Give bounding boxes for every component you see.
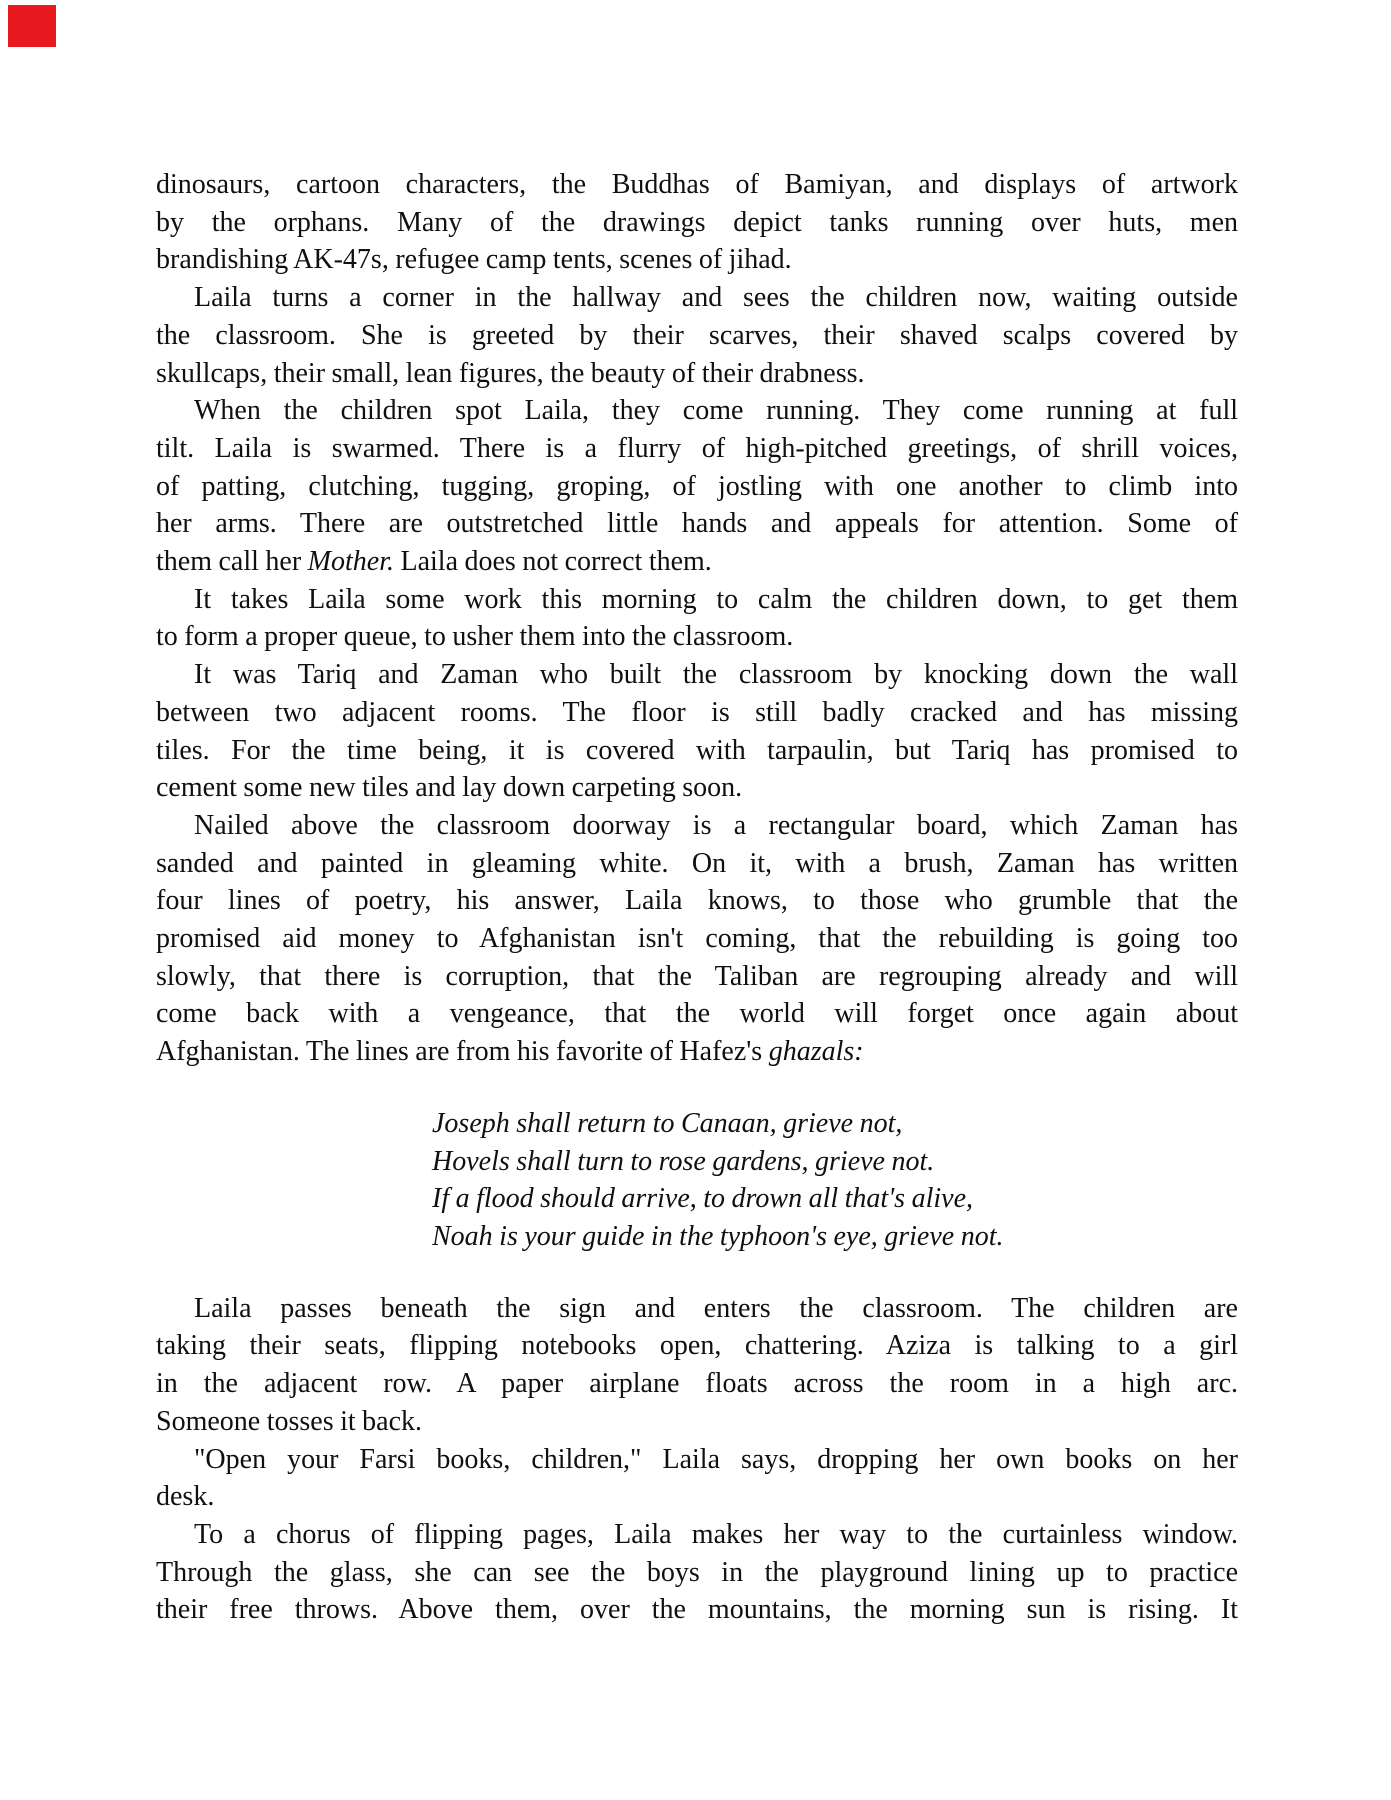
poem-block [156, 1105, 1238, 1256]
text-line: desk. [156, 1481, 215, 1513]
paragraph [156, 807, 1238, 1071]
text-line: Noah is your guide in the typhoon's eye, grieve not. [432, 1220, 1004, 1252]
text-line: To a chorus of flipping pages, Laila makes her way to the curtainless window. [194, 1518, 1238, 1550]
text-line: Someone tosses it back. [156, 1405, 423, 1437]
text-line: promised aid money to Afghanistan isn't coming, that the rebuilding is going too [156, 923, 1238, 955]
paragraph [156, 392, 1238, 581]
text-line: four lines of poetry, his answer, Laila knows, to those who grumble that the [156, 885, 1238, 917]
text-line: sanded and painted in gleaming white. On it, with a brush, Zaman has written [156, 847, 1238, 879]
paragraph [156, 279, 1238, 392]
text-line: between two adjacent rooms. The floor is still badly cracked and has missing [156, 696, 1238, 728]
text-line: brandishing AK-47s, refugee camp tents, scenes of jihad. [156, 244, 792, 276]
text-line: cement some new tiles and lay down carpeting soon. [156, 772, 743, 804]
text-line: of patting, clutching, tugging, groping, of jostling with one another to climb into [156, 470, 1238, 502]
text-line: dinosaurs, cartoon characters, the Buddhas of Bamiyan, and displays of artwork [156, 169, 1238, 200]
text-line: her arms. There are outstretched little hands and appeals for attention. Some of [156, 508, 1238, 540]
text-line: skullcaps, their small, lean figures, the beauty of their drabness. [156, 357, 865, 389]
paragraph [156, 1516, 1238, 1629]
text-line: Hovels shall turn to rose gardens, grieve not. [432, 1145, 935, 1177]
text-line: Afghanistan. The lines are from his favorite of Hafez's ghazals: [156, 1036, 864, 1068]
paragraph [156, 166, 1238, 279]
paragraph [156, 581, 1238, 656]
text-line: in the adjacent row. A paper airplane floats across the room in a high arc. [156, 1368, 1238, 1400]
paragraph [156, 1290, 1238, 1441]
red-corner-marker [8, 5, 56, 47]
text-line: taking their seats, flipping notebooks open, chattering. Aziza is talking to a girl [156, 1330, 1238, 1362]
text-line: Joseph shall return to Canaan, grieve not, [432, 1107, 903, 1139]
text-line: to form a proper queue, to usher them into the classroom. [156, 621, 794, 653]
text-line: Through the glass, she can see the boys in the playground lining up to practice [156, 1556, 1238, 1588]
text-line: the classroom. She is greeted by their scarves, their shaved scalps covered by [156, 319, 1238, 351]
page-text-block [156, 166, 1238, 1629]
text-line: When the children spot Laila, they come running. They come running at full [194, 395, 1238, 427]
text-line: "Open your Farsi books, children," Laila says, dropping her own books on her [194, 1443, 1238, 1475]
text-line: them call her Mother. Laila does not correct them. [156, 546, 712, 578]
text-line: Laila passes beneath the sign and enters the classroom. The children are [194, 1292, 1238, 1324]
text-line: slowly, that there is corruption, that the Taliban are regrouping already and will [156, 960, 1238, 992]
text-line: It was Tariq and Zaman who built the classroom by knocking down the wall [194, 659, 1238, 691]
text-line: their free throws. Above them, over the mountains, the morning sun is rising. It [156, 1594, 1238, 1626]
text-line: It takes Laila some work this morning to calm the children down, to get them [194, 583, 1238, 615]
text-line: If a flood should arrive, to drown all that's alive, [432, 1183, 973, 1215]
paragraph [156, 656, 1238, 807]
text-line: Nailed above the classroom doorway is a rectangular board, which Zaman has [194, 809, 1238, 841]
text-line: tiles. For the time being, it is covered with tarpaulin, but Tariq has promised to [156, 734, 1238, 766]
text-line: by the orphans. Many of the drawings depict tanks running over huts, men [156, 206, 1238, 238]
paragraph [156, 1441, 1238, 1516]
text-line: Laila turns a corner in the hallway and sees the children now, waiting outside [194, 282, 1238, 314]
text-line: come back with a vengeance, that the world will forget once again about [156, 998, 1238, 1030]
text-line: tilt. Laila is swarmed. There is a flurry of high-pitched greetings, of shrill voices, [156, 432, 1238, 464]
